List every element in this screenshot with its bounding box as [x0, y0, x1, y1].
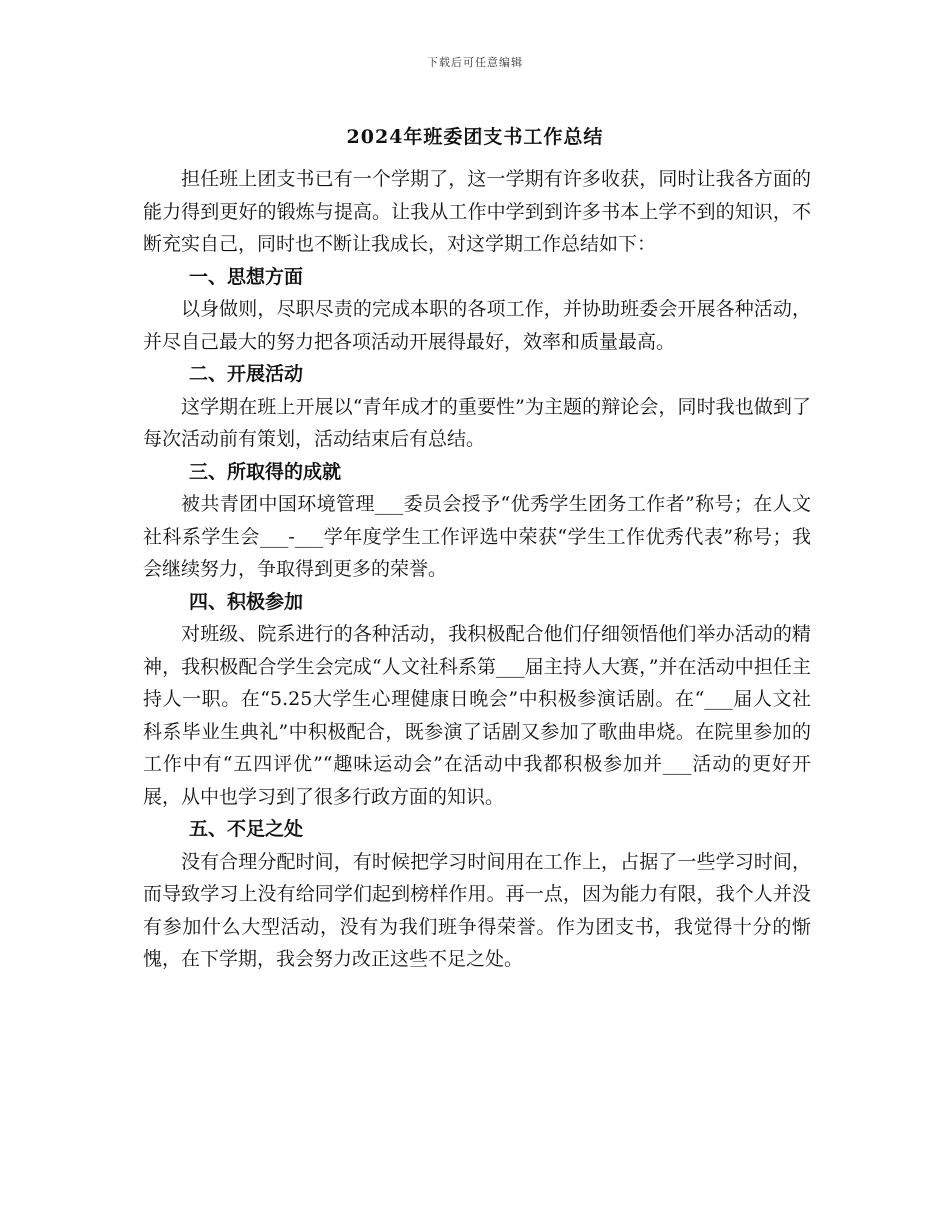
section-paragraph-2: 这学期在班上开展以“青年成才的重要性”为主题的辩论会，同时我也做到了每次活动前有策划，活动结束后有总结。 — [143, 395, 811, 450]
section-paragraph-3: 被共青团中国环境管理___委员会授予“优秀学生团务工作者”称号；在人文社科系学生会___-___学年度学生工作评选中荣获“学生工作优秀代表”称号；我会继续努力，争取得到更多的荣誉。 — [143, 493, 811, 580]
page-header: 下载后可任意编辑 — [427, 56, 523, 69]
section-heading-3: 三、所取得的成就 — [189, 460, 342, 483]
intro-paragraph: 担任班上团支书已有一个学期了，这一学期有许多收获，同时让我各方面的能力得到更好的锻炼与提高。让我从工作中学到到许多书本上学不到的知识，不断充实自己，同时也不断让我成长，对这学期工作总结如下： — [143, 168, 811, 255]
section-paragraph-1: 以身做则，尽职尽责的完成本职的各项工作，并协助班委会开展各种活动，并尽自己最大的努力把各项活动开展得最好，效率和质量最高。 — [143, 298, 811, 353]
section-heading-2: 二、开展活动 — [189, 363, 304, 385]
section-heading-4: 四、积极参加 — [189, 590, 304, 613]
section-heading-5: 五、不足之处 — [189, 818, 304, 840]
section-paragraph-4: 对班级、院系进行的各种活动，我积极配合他们仔细领悟他们举办活动的精神，我积极配合学生会完成“人文社科系第___届主持人大赛，”并在活动中担任主持人一职。在“5.25大学生心理健康日晚会”中积极参演话剧。在“___届人文社科系毕业生典礼”中积极配合，既参演了话剧又参加了歌曲串烧。在院里参加的工作中有“五四评优”“趣味运动会”在活动中我都积极参加并___活动的更好开展，从中也学习到了很多行政方面的知识。 — [143, 623, 811, 808]
document-body — [143, 163, 811, 976]
section-heading-1: 一、思想方面 — [189, 265, 304, 288]
document-title: 2024年班委团支书工作总结 — [346, 126, 604, 148]
section-paragraph-5: 没有合理分配时间，有时候把学习时间用在工作上，占据了一些学习时间，而导致学习上没有给同学们起到榜样作用。再一点，因为能力有限，我个人并没有参加什么大型活动，没有为我们班争得荣誉。作为团支书，我觉得十分的惭愧，在下学期，我会努力改正这些不足之处。 — [143, 850, 811, 970]
